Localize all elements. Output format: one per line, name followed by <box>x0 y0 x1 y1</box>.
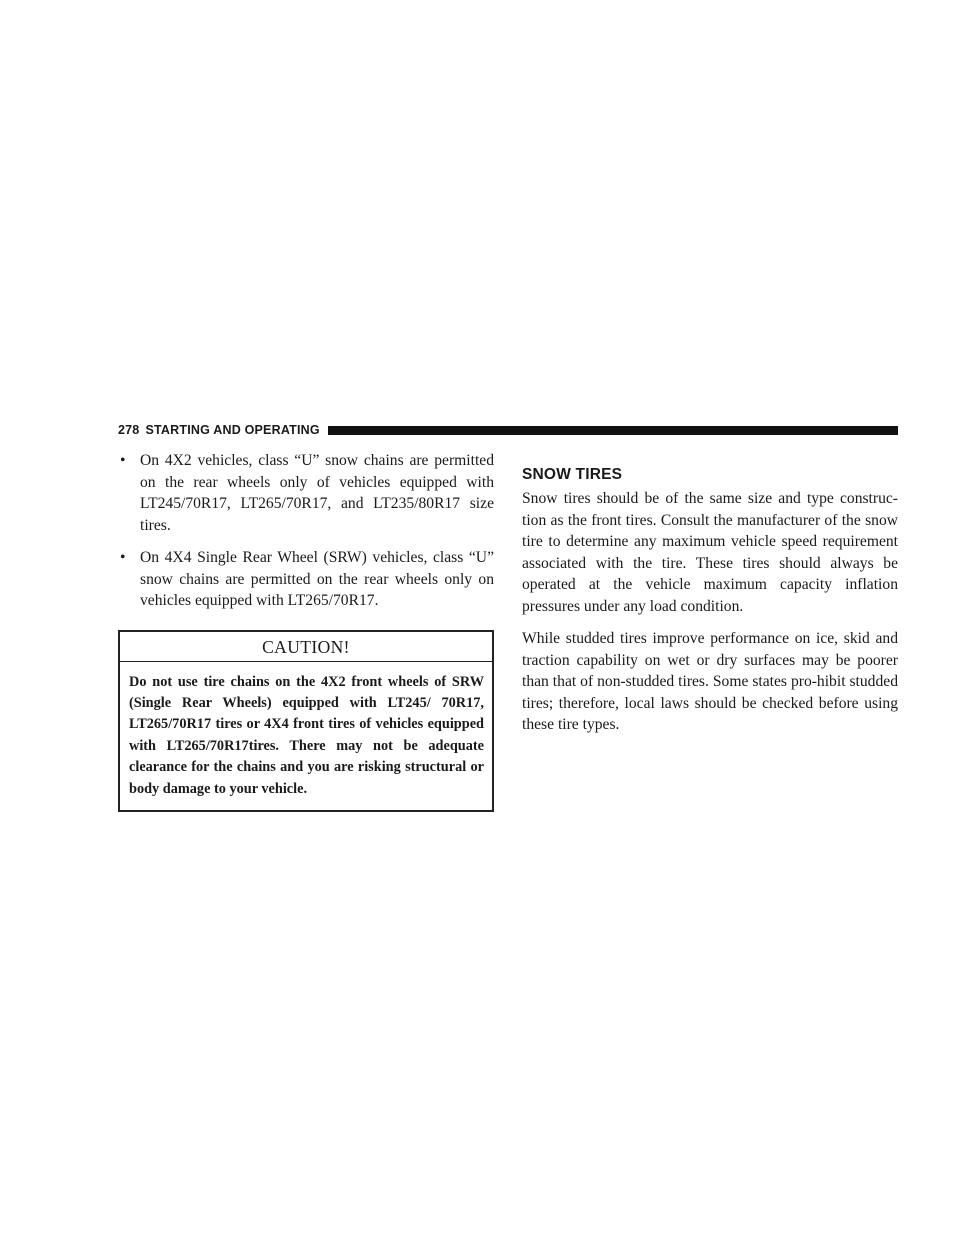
list-item <box>118 547 494 612</box>
section-heading: SNOW TIRES <box>522 466 623 483</box>
caution-box <box>118 630 494 812</box>
header-rule <box>328 426 898 435</box>
right-column <box>522 466 898 747</box>
left-column <box>118 450 494 812</box>
page-header <box>118 422 898 438</box>
bullet-text: On 4X2 vehicles, class “U” snow chains are permitted on the rear wheels only of vehicles equipped with LT245/70R17, LT265/70R17, and LT235/80R17 size tires. <box>140 452 494 534</box>
bullet-icon: • <box>120 452 126 469</box>
bullet-icon: • <box>120 549 126 566</box>
list-item <box>118 450 494 536</box>
bullet-text: On 4X4 Single Rear Wheel (SRW) vehicles, class “U” snow chains are permitted on the rear wheels only on vehicles equipped with LT265/70R17. <box>140 549 494 609</box>
caution-title: CAUTION! <box>120 632 492 662</box>
paragraph: Snow tires should be of the same size and type construc-tion as the front tires. Consult the manufacturer of the snow tire to determine any maximum vehicle speed requirement associated with the tire. These tires should always be operated at the vehicle maximum capacity inflation pressures under any load condition. <box>522 490 898 615</box>
bullet-list <box>118 450 494 612</box>
page-number: 278 <box>118 423 140 437</box>
section-title: STARTING AND OPERATING <box>145 423 320 437</box>
caution-body: Do not use tire chains on the 4X2 front wheels of SRW (Single Rear Wheels) equipped with LT245/ 70R17, LT265/70R17 tires or 4X4 front tires of vehicles equipped with LT265/70R17tires. There may not be adequate clearance for the chains and you are risking structural or body damage to your vehicle. <box>129 673 484 797</box>
paragraph: While studded tires improve performance on ice, skid and traction capability on wet or dry surfaces may be poorer than that of non-studded tires. Some states pro-hibit studded tires; therefore, local laws should be checked before using these tire types. <box>522 630 898 733</box>
